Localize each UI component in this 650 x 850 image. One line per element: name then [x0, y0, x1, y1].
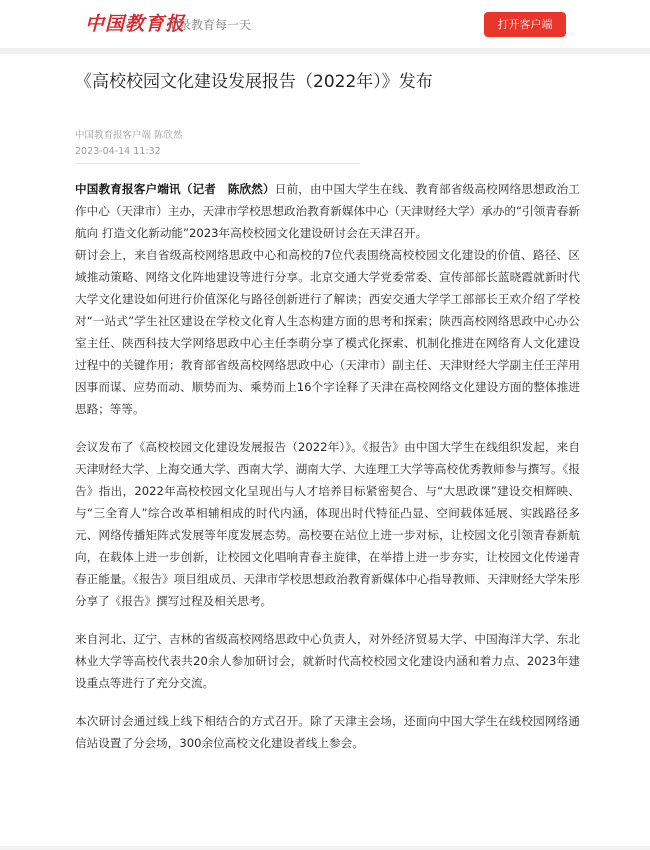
article-lead-text: 日前，由中国大学生在线、教育部省级高校网络思想政治工作中心（天津市）主办，天津市学校思想政治教育新媒体中心（天津财经大学）承办的“引领青春新航向 打造文化新动能”2023年高校校园文化建设研讨会在天津召开。: [75, 182, 580, 240]
site-logo[interactable]: 中国教育报: [85, 13, 186, 35]
article-paragraph: 会议发布了《高校校园文化建设发展报告（2022年）》。《报告》由中国大学生在线组织发起，来自天津财经大学、上海交通大学、西南大学、湖南大学、大连理工大学等高校优秀教师参与撰写。《报告》指出，2022年高校校园文化呈现出与人才培养目标紧密契合、与“大思政课”建设交相辉映、与“三全育人”综合改革相辅相成的时代内涵，体现出时代特征凸显、空间载体延展、实践路径多元、网络传播矩阵式发展等年度发展态势。高校要在站位上进一步对标，让校园文化引领青春新航向，在载体上进一步创新，让校园文化唱响青春主旋律，在举措上进一步夯实，让校园文化传递青春正能量。《报告》项目组成员、天津市学校思想政治教育新媒体中心指导教师、天津财经大学朱彤分享了《报告》撰写过程及相关思考。: [75, 440, 580, 608]
article-paragraph: 来自河北、辽宁、吉林的省级高校网络思政中心负责人，对外经济贸易大学、中国海洋大学、东北林业大学等高校代表共20余人参加研讨会，就新时代高校校园文化建设内涵和着力点、2023年建设重点等进行了充分交流。: [75, 632, 580, 690]
article-meta: [75, 128, 375, 160]
article-body: [75, 178, 580, 754]
site-slogan: 记录教育每一天: [167, 18, 252, 32]
article-paragraph: [75, 178, 580, 244]
article-title: 《高校校园文化建设发展报告（2022年）》发布: [75, 72, 433, 92]
footer-divider: [0, 846, 650, 850]
article-source-author: 中国教育报客户端 陈欣然: [75, 130, 183, 141]
top-header-bar: [0, 0, 650, 48]
meta-divider: [75, 163, 360, 164]
article-paragraph: 本次研讨会通过线上线下相结合的方式召开。除了天津主会场，还面向中国大学生在线校园网络通信站设置了分会场，300余位高校文化建设者线上参会。: [75, 714, 580, 750]
article-paragraph: 研讨会上，来自省级高校网络思政中心和高校的7位代表围绕高校校园文化建设的价值、路径、区域推动策略、网络文化阵地建设等进行分享。北京交通大学党委常委、宣传部部长蓝晓霞就新时代大学文化建设如何进行价值深化与路径创新进行了解读；西安交通大学学工部部长王欢介绍了学校对“一站式”学生社区建设在学校文化育人生态构建方面的思考和探索；陕西高校网络思政中心办公室主任、陕西科技大学网络思政中心主任李萌分享了模式化探索、机制化推进在网络育人文化建设过程中的关键作用；教育部省级高校网络思政中心（天津市）副主任、天津财经大学副主任王萍用因事而谋、应势而动、顺势而为、乘势而上16个字诠释了天津在高校网络文化建设方面的整体推进思路；等等。: [75, 248, 580, 416]
header-divider: [0, 48, 650, 54]
article-datetime: 2023-04-14 11:32: [75, 146, 161, 157]
open-app-button[interactable]: 打开客户端: [484, 12, 566, 37]
article-lead-source: 中国教育报客户端讯（记者 陈欣然）: [75, 182, 275, 196]
